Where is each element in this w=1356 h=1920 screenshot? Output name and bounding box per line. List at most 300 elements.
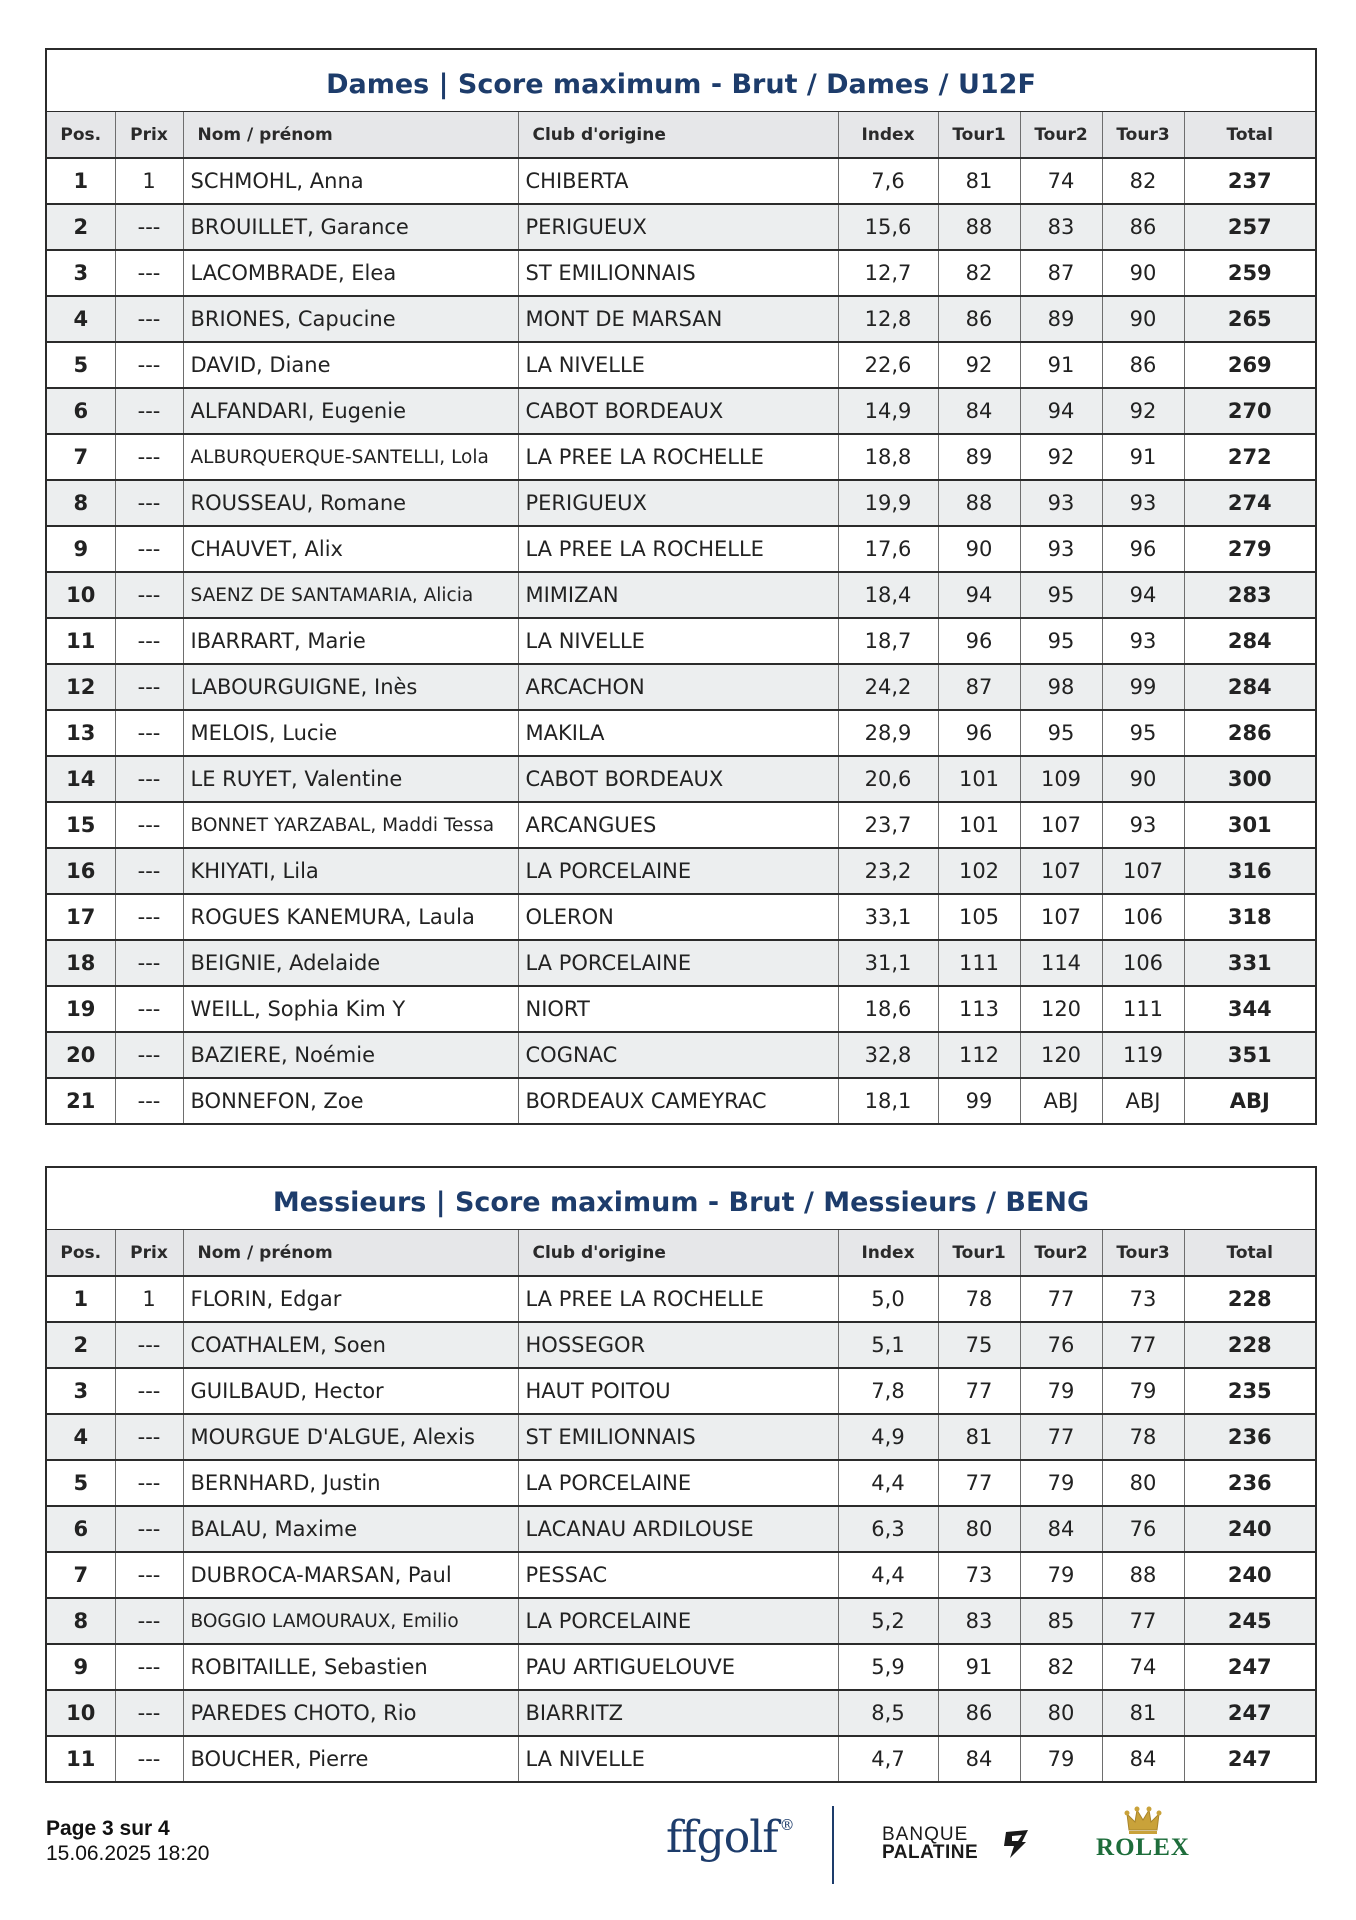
cell-nom: BRIONES, Capucine bbox=[183, 296, 518, 342]
cell-index: 5,1 bbox=[838, 1322, 938, 1368]
page-number: Page 3 sur 4 bbox=[46, 1817, 170, 1840]
cell-tour1: 94 bbox=[938, 572, 1020, 618]
cell-total: 274 bbox=[1184, 480, 1315, 526]
cell-total: 257 bbox=[1184, 204, 1315, 250]
cell-pos: 17 bbox=[66, 905, 96, 929]
dames-table-header bbox=[47, 112, 1315, 158]
cell-index: 4,4 bbox=[838, 1460, 938, 1506]
table-row bbox=[47, 986, 1315, 1032]
table-row bbox=[47, 1552, 1315, 1598]
table-row bbox=[47, 618, 1315, 664]
cell-index: 18,7 bbox=[838, 618, 938, 664]
table-row bbox=[47, 342, 1315, 388]
cell-index: 28,9 bbox=[838, 710, 938, 756]
logo-separator bbox=[832, 1806, 834, 1884]
cell-total: 269 bbox=[1184, 342, 1315, 388]
cell-index: 32,8 bbox=[838, 1032, 938, 1078]
cell-pos: 6 bbox=[73, 1517, 89, 1541]
cell-tour1: 99 bbox=[938, 1078, 1020, 1124]
cell-club: ARCANGUES bbox=[518, 802, 838, 848]
cell-tour3: 73 bbox=[1102, 1276, 1184, 1322]
cell-tour2: ABJ bbox=[1020, 1078, 1102, 1124]
cell-tour3: 81 bbox=[1102, 1690, 1184, 1736]
cell-tour1: 96 bbox=[938, 618, 1020, 664]
cell-tour3: 91 bbox=[1102, 434, 1184, 480]
cell-club: OLERON bbox=[518, 894, 838, 940]
cell-index: 7,8 bbox=[838, 1368, 938, 1414]
cell-nom: ALBURQUERQUE-SANTELLI, Lola bbox=[183, 434, 518, 480]
cell-prix: --- bbox=[115, 1322, 183, 1368]
cell-club: CABOT BORDEAUX bbox=[518, 756, 838, 802]
cell-pos: 11 bbox=[66, 629, 96, 653]
cell-club: LA PORCELAINE bbox=[518, 1460, 838, 1506]
cell-nom: BALAU, Maxime bbox=[183, 1506, 518, 1552]
table-row bbox=[47, 250, 1315, 296]
column-header-prix: Prix bbox=[115, 112, 183, 158]
cell-total: 284 bbox=[1184, 618, 1315, 664]
cell-tour3: 88 bbox=[1102, 1552, 1184, 1598]
cell-tour2: 107 bbox=[1020, 894, 1102, 940]
cell-club: LA PORCELAINE bbox=[518, 940, 838, 986]
cell-tour3: 77 bbox=[1102, 1598, 1184, 1644]
ffgolf-registered-mark: ® bbox=[779, 1816, 794, 1834]
table-row bbox=[47, 158, 1315, 204]
cell-index: 4,9 bbox=[838, 1414, 938, 1460]
cell-total: 235 bbox=[1184, 1368, 1315, 1414]
cell-tour2: 84 bbox=[1020, 1506, 1102, 1552]
table-row bbox=[47, 1736, 1315, 1782]
cell-tour2: 79 bbox=[1020, 1552, 1102, 1598]
cell-tour2: 95 bbox=[1020, 710, 1102, 756]
cell-tour2: 98 bbox=[1020, 664, 1102, 710]
cell-nom: ROUSSEAU, Romane bbox=[183, 480, 518, 526]
cell-tour2: 107 bbox=[1020, 802, 1102, 848]
cell-tour2: 79 bbox=[1020, 1460, 1102, 1506]
cell-prix: --- bbox=[115, 848, 183, 894]
cell-club: LA PREE LA ROCHELLE bbox=[518, 526, 838, 572]
cell-pos: 13 bbox=[66, 721, 96, 745]
column-header-tour1: Tour1 bbox=[938, 112, 1020, 158]
cell-tour3: 79 bbox=[1102, 1368, 1184, 1414]
cell-tour2: 77 bbox=[1020, 1276, 1102, 1322]
cell-prix: --- bbox=[115, 388, 183, 434]
table-row bbox=[47, 572, 1315, 618]
cell-prix: --- bbox=[115, 1078, 183, 1124]
cell-index: 7,6 bbox=[838, 158, 938, 204]
cell-index: 6,3 bbox=[838, 1506, 938, 1552]
cell-prix: --- bbox=[115, 296, 183, 342]
cell-index: 17,6 bbox=[838, 526, 938, 572]
cell-total: 247 bbox=[1184, 1690, 1315, 1736]
cell-tour2: 79 bbox=[1020, 1368, 1102, 1414]
table-row bbox=[47, 940, 1315, 986]
cell-club: PESSAC bbox=[518, 1552, 838, 1598]
table-row bbox=[47, 296, 1315, 342]
cell-pos: 20 bbox=[66, 1043, 96, 1067]
banque-palatine-logo bbox=[882, 1826, 978, 1862]
cell-prix: --- bbox=[115, 1032, 183, 1078]
cell-pos: 1 bbox=[73, 1287, 89, 1311]
palatine-emblem-icon bbox=[1000, 1828, 1030, 1860]
messieurs-table-header bbox=[47, 1230, 1315, 1276]
cell-nom: ALFANDARI, Eugenie bbox=[183, 388, 518, 434]
ffgolf-logo bbox=[666, 1812, 792, 1863]
column-header-pos: Pos. bbox=[47, 112, 115, 158]
cell-tour3: 76 bbox=[1102, 1506, 1184, 1552]
cell-tour1: 88 bbox=[938, 204, 1020, 250]
cell-tour2: 79 bbox=[1020, 1736, 1102, 1782]
cell-prix: --- bbox=[115, 756, 183, 802]
cell-tour3: 80 bbox=[1102, 1460, 1184, 1506]
table-row bbox=[47, 1460, 1315, 1506]
cell-total: 301 bbox=[1184, 802, 1315, 848]
cell-tour3: ABJ bbox=[1102, 1078, 1184, 1124]
cell-total: 236 bbox=[1184, 1414, 1315, 1460]
cell-pos: 7 bbox=[73, 1563, 89, 1587]
cell-index: 5,2 bbox=[838, 1598, 938, 1644]
cell-club: LA PREE LA ROCHELLE bbox=[518, 434, 838, 480]
cell-tour2: 80 bbox=[1020, 1690, 1102, 1736]
cell-total: ABJ bbox=[1184, 1078, 1315, 1124]
cell-index: 12,7 bbox=[838, 250, 938, 296]
cell-nom: BAZIERE, Noémie bbox=[183, 1032, 518, 1078]
banque-palatine-line1: BANQUE bbox=[882, 1824, 969, 1845]
column-header-nom: Nom / prénom bbox=[183, 112, 518, 158]
cell-index: 22,6 bbox=[838, 342, 938, 388]
cell-tour2: 120 bbox=[1020, 1032, 1102, 1078]
cell-tour1: 102 bbox=[938, 848, 1020, 894]
cell-total: 247 bbox=[1184, 1736, 1315, 1782]
cell-tour1: 78 bbox=[938, 1276, 1020, 1322]
cell-tour3: 94 bbox=[1102, 572, 1184, 618]
cell-tour3: 111 bbox=[1102, 986, 1184, 1032]
messieurs-header-row bbox=[47, 1230, 1315, 1276]
cell-tour2: 77 bbox=[1020, 1414, 1102, 1460]
cell-club: LA PORCELAINE bbox=[518, 1598, 838, 1644]
cell-prix: --- bbox=[115, 802, 183, 848]
cell-pos: 5 bbox=[73, 353, 89, 377]
table-row bbox=[47, 526, 1315, 572]
cell-pos: 19 bbox=[66, 997, 96, 1021]
cell-club: LACANAU ARDILOUSE bbox=[518, 1506, 838, 1552]
cell-tour3: 90 bbox=[1102, 756, 1184, 802]
cell-total: 331 bbox=[1184, 940, 1315, 986]
cell-tour3: 92 bbox=[1102, 388, 1184, 434]
cell-pos: 8 bbox=[73, 491, 89, 515]
cell-club: HOSSEGOR bbox=[518, 1322, 838, 1368]
column-header-total: Total bbox=[1184, 112, 1315, 158]
cell-prix: --- bbox=[115, 572, 183, 618]
cell-prix: --- bbox=[115, 1552, 183, 1598]
cell-tour2: 83 bbox=[1020, 204, 1102, 250]
cell-prix: 1 bbox=[115, 158, 183, 204]
cell-prix: --- bbox=[115, 434, 183, 480]
dames-header-row bbox=[47, 112, 1315, 158]
cell-total: 270 bbox=[1184, 388, 1315, 434]
cell-tour1: 101 bbox=[938, 756, 1020, 802]
cell-pos: 14 bbox=[66, 767, 96, 791]
cell-nom: BONNET YARZABAL, Maddi Tessa bbox=[183, 802, 518, 848]
table-row bbox=[47, 1078, 1315, 1124]
cell-tour2: 85 bbox=[1020, 1598, 1102, 1644]
cell-prix: --- bbox=[115, 342, 183, 388]
cell-tour3: 77 bbox=[1102, 1322, 1184, 1368]
cell-tour2: 93 bbox=[1020, 526, 1102, 572]
cell-pos: 6 bbox=[73, 399, 89, 423]
table-row bbox=[47, 1644, 1315, 1690]
cell-club: PERIGUEUX bbox=[518, 204, 838, 250]
cell-prix: --- bbox=[115, 710, 183, 756]
cell-prix: --- bbox=[115, 250, 183, 296]
cell-tour2: 109 bbox=[1020, 756, 1102, 802]
cell-nom: GUILBAUD, Hector bbox=[183, 1368, 518, 1414]
cell-tour1: 80 bbox=[938, 1506, 1020, 1552]
table-row bbox=[47, 1032, 1315, 1078]
cell-total: 247 bbox=[1184, 1644, 1315, 1690]
column-header-tour2: Tour2 bbox=[1020, 1230, 1102, 1276]
cell-pos: 9 bbox=[73, 1655, 89, 1679]
table-row bbox=[47, 480, 1315, 526]
cell-tour1: 83 bbox=[938, 1598, 1020, 1644]
cell-total: 236 bbox=[1184, 1460, 1315, 1506]
table-row bbox=[47, 1322, 1315, 1368]
cell-tour3: 74 bbox=[1102, 1644, 1184, 1690]
cell-nom: SCHMOHL, Anna bbox=[183, 158, 518, 204]
cell-tour1: 92 bbox=[938, 342, 1020, 388]
cell-total: 240 bbox=[1184, 1552, 1315, 1598]
cell-index: 4,4 bbox=[838, 1552, 938, 1598]
cell-nom: PAREDES CHOTO, Rio bbox=[183, 1690, 518, 1736]
table-row bbox=[47, 434, 1315, 480]
cell-tour3: 95 bbox=[1102, 710, 1184, 756]
cell-pos: 2 bbox=[73, 1333, 89, 1357]
cell-tour1: 81 bbox=[938, 1414, 1020, 1460]
cell-tour1: 87 bbox=[938, 664, 1020, 710]
column-header-total: Total bbox=[1184, 1230, 1315, 1276]
dames-results-table bbox=[47, 112, 1315, 1125]
cell-tour2: 87 bbox=[1020, 250, 1102, 296]
cell-nom: BROUILLET, Garance bbox=[183, 204, 518, 250]
cell-pos: 16 bbox=[66, 859, 96, 883]
cell-club: ST EMILIONNAIS bbox=[518, 250, 838, 296]
cell-pos: 3 bbox=[73, 261, 89, 285]
cell-tour1: 113 bbox=[938, 986, 1020, 1032]
cell-index: 19,9 bbox=[838, 480, 938, 526]
cell-tour2: 93 bbox=[1020, 480, 1102, 526]
table-row bbox=[47, 1276, 1315, 1322]
column-header-tour1: Tour1 bbox=[938, 1230, 1020, 1276]
cell-nom: COATHALEM, Soen bbox=[183, 1322, 518, 1368]
cell-tour3: 78 bbox=[1102, 1414, 1184, 1460]
cell-pos: 2 bbox=[73, 215, 89, 239]
dames-results-block bbox=[45, 48, 1317, 1125]
cell-pos: 18 bbox=[66, 951, 96, 975]
cell-nom: ROGUES KANEMURA, Laula bbox=[183, 894, 518, 940]
table-row bbox=[47, 664, 1315, 710]
cell-tour2: 89 bbox=[1020, 296, 1102, 342]
cell-total: 316 bbox=[1184, 848, 1315, 894]
cell-index: 31,1 bbox=[838, 940, 938, 986]
cell-total: 245 bbox=[1184, 1598, 1315, 1644]
cell-club: CHIBERTA bbox=[518, 158, 838, 204]
cell-tour1: 89 bbox=[938, 434, 1020, 480]
cell-nom: DAVID, Diane bbox=[183, 342, 518, 388]
table-row bbox=[47, 204, 1315, 250]
cell-tour1: 75 bbox=[938, 1322, 1020, 1368]
cell-index: 23,2 bbox=[838, 848, 938, 894]
cell-club: ARCACHON bbox=[518, 664, 838, 710]
column-header-index: Index bbox=[838, 112, 938, 158]
cell-nom: LE RUYET, Valentine bbox=[183, 756, 518, 802]
table-row bbox=[47, 1690, 1315, 1736]
cell-tour3: 106 bbox=[1102, 940, 1184, 986]
cell-nom: FLORIN, Edgar bbox=[183, 1276, 518, 1322]
cell-index: 14,9 bbox=[838, 388, 938, 434]
cell-tour3: 90 bbox=[1102, 296, 1184, 342]
cell-club: MONT DE MARSAN bbox=[518, 296, 838, 342]
cell-pos: 8 bbox=[73, 1609, 89, 1633]
cell-prix: --- bbox=[115, 204, 183, 250]
cell-pos: 10 bbox=[66, 583, 96, 607]
cell-tour3: 86 bbox=[1102, 204, 1184, 250]
cell-nom: SAENZ DE SANTAMARIA, Alicia bbox=[183, 572, 518, 618]
cell-total: 286 bbox=[1184, 710, 1315, 756]
cell-nom: BERNHARD, Justin bbox=[183, 1460, 518, 1506]
cell-nom: WEILL, Sophia Kim Y bbox=[183, 986, 518, 1032]
table-row bbox=[47, 894, 1315, 940]
cell-pos: 4 bbox=[73, 307, 89, 331]
cell-club: ST EMILIONNAIS bbox=[518, 1414, 838, 1460]
cell-total: 284 bbox=[1184, 664, 1315, 710]
cell-tour1: 84 bbox=[938, 388, 1020, 434]
column-header-club: Club d'origine bbox=[518, 112, 838, 158]
cell-total: 228 bbox=[1184, 1276, 1315, 1322]
cell-tour2: 114 bbox=[1020, 940, 1102, 986]
cell-tour3: 93 bbox=[1102, 802, 1184, 848]
cell-nom: DUBROCA-MARSAN, Paul bbox=[183, 1552, 518, 1598]
cell-prix: --- bbox=[115, 618, 183, 664]
cell-tour2: 107 bbox=[1020, 848, 1102, 894]
cell-index: 12,8 bbox=[838, 296, 938, 342]
cell-total: 259 bbox=[1184, 250, 1315, 296]
cell-tour2: 94 bbox=[1020, 388, 1102, 434]
rolex-wordmark: ROLEX bbox=[1096, 1834, 1190, 1861]
table-row bbox=[47, 756, 1315, 802]
cell-nom: IBARRART, Marie bbox=[183, 618, 518, 664]
cell-tour1: 77 bbox=[938, 1460, 1020, 1506]
cell-nom: LABOURGUIGNE, Inès bbox=[183, 664, 518, 710]
cell-tour3: 86 bbox=[1102, 342, 1184, 388]
cell-tour3: 84 bbox=[1102, 1736, 1184, 1782]
cell-total: 279 bbox=[1184, 526, 1315, 572]
cell-tour1: 91 bbox=[938, 1644, 1020, 1690]
cell-tour1: 77 bbox=[938, 1368, 1020, 1414]
cell-nom: BOUCHER, Pierre bbox=[183, 1736, 518, 1782]
cell-prix: --- bbox=[115, 1460, 183, 1506]
cell-pos: 15 bbox=[66, 813, 96, 837]
cell-club: NIORT bbox=[518, 986, 838, 1032]
cell-club: LA NIVELLE bbox=[518, 1736, 838, 1782]
cell-club: LA NIVELLE bbox=[518, 342, 838, 388]
cell-pos: 12 bbox=[66, 675, 96, 699]
print-datetime: 15.06.2025 18:20 bbox=[46, 1842, 210, 1865]
cell-prix: --- bbox=[115, 1506, 183, 1552]
cell-tour1: 84 bbox=[938, 1736, 1020, 1782]
cell-tour1: 88 bbox=[938, 480, 1020, 526]
cell-tour1: 86 bbox=[938, 296, 1020, 342]
cell-club: LA PORCELAINE bbox=[518, 848, 838, 894]
cell-club: BORDEAUX CAMEYRAC bbox=[518, 1078, 838, 1124]
cell-tour1: 96 bbox=[938, 710, 1020, 756]
cell-index: 4,7 bbox=[838, 1736, 938, 1782]
cell-total: 272 bbox=[1184, 434, 1315, 480]
cell-tour1: 73 bbox=[938, 1552, 1020, 1598]
cell-tour1: 105 bbox=[938, 894, 1020, 940]
cell-tour3: 119 bbox=[1102, 1032, 1184, 1078]
dames-table-body bbox=[47, 158, 1315, 1124]
cell-club: BIARRITZ bbox=[518, 1690, 838, 1736]
cell-prix: --- bbox=[115, 1690, 183, 1736]
messieurs-results-block bbox=[45, 1166, 1317, 1783]
cell-tour3: 106 bbox=[1102, 894, 1184, 940]
cell-club: CABOT BORDEAUX bbox=[518, 388, 838, 434]
banque-palatine-line2: PALATINE bbox=[882, 1842, 979, 1863]
table-row bbox=[47, 802, 1315, 848]
cell-pos: 5 bbox=[73, 1471, 89, 1495]
table-row bbox=[47, 1414, 1315, 1460]
column-header-prix: Prix bbox=[115, 1230, 183, 1276]
cell-club: PAU ARTIGUELOUVE bbox=[518, 1644, 838, 1690]
cell-index: 18,6 bbox=[838, 986, 938, 1032]
cell-index: 24,2 bbox=[838, 664, 938, 710]
table-row bbox=[47, 848, 1315, 894]
cell-index: 5,0 bbox=[838, 1276, 938, 1322]
table-row bbox=[47, 388, 1315, 434]
messieurs-results-table bbox=[47, 1230, 1315, 1783]
cell-pos: 3 bbox=[73, 1379, 89, 1403]
cell-nom: CHAUVET, Alix bbox=[183, 526, 518, 572]
cell-tour1: 86 bbox=[938, 1690, 1020, 1736]
column-header-tour3: Tour3 bbox=[1102, 1230, 1184, 1276]
cell-index: 8,5 bbox=[838, 1690, 938, 1736]
cell-tour1: 81 bbox=[938, 158, 1020, 204]
cell-nom: ROBITAILLE, Sebastien bbox=[183, 1644, 518, 1690]
cell-tour2: 120 bbox=[1020, 986, 1102, 1032]
cell-total: 228 bbox=[1184, 1322, 1315, 1368]
cell-index: 18,8 bbox=[838, 434, 938, 480]
cell-tour2: 95 bbox=[1020, 618, 1102, 664]
messieurs-title: Messieurs | Score maximum - Brut / Messieurs / BENG bbox=[47, 1168, 1315, 1230]
cell-total: 283 bbox=[1184, 572, 1315, 618]
cell-tour1: 90 bbox=[938, 526, 1020, 572]
cell-club: MAKILA bbox=[518, 710, 838, 756]
cell-club: LA PREE LA ROCHELLE bbox=[518, 1276, 838, 1322]
cell-tour2: 92 bbox=[1020, 434, 1102, 480]
cell-tour2: 76 bbox=[1020, 1322, 1102, 1368]
cell-nom: KHIYATI, Lila bbox=[183, 848, 518, 894]
cell-index: 18,1 bbox=[838, 1078, 938, 1124]
cell-tour3: 96 bbox=[1102, 526, 1184, 572]
cell-prix: --- bbox=[115, 1368, 183, 1414]
cell-tour1: 112 bbox=[938, 1032, 1020, 1078]
cell-total: 344 bbox=[1184, 986, 1315, 1032]
column-header-tour3: Tour3 bbox=[1102, 112, 1184, 158]
cell-pos: 9 bbox=[73, 537, 89, 561]
cell-nom: BOGGIO LAMOURAUX, Emilio bbox=[183, 1598, 518, 1644]
cell-pos: 21 bbox=[66, 1089, 96, 1113]
cell-index: 33,1 bbox=[838, 894, 938, 940]
cell-total: 237 bbox=[1184, 158, 1315, 204]
